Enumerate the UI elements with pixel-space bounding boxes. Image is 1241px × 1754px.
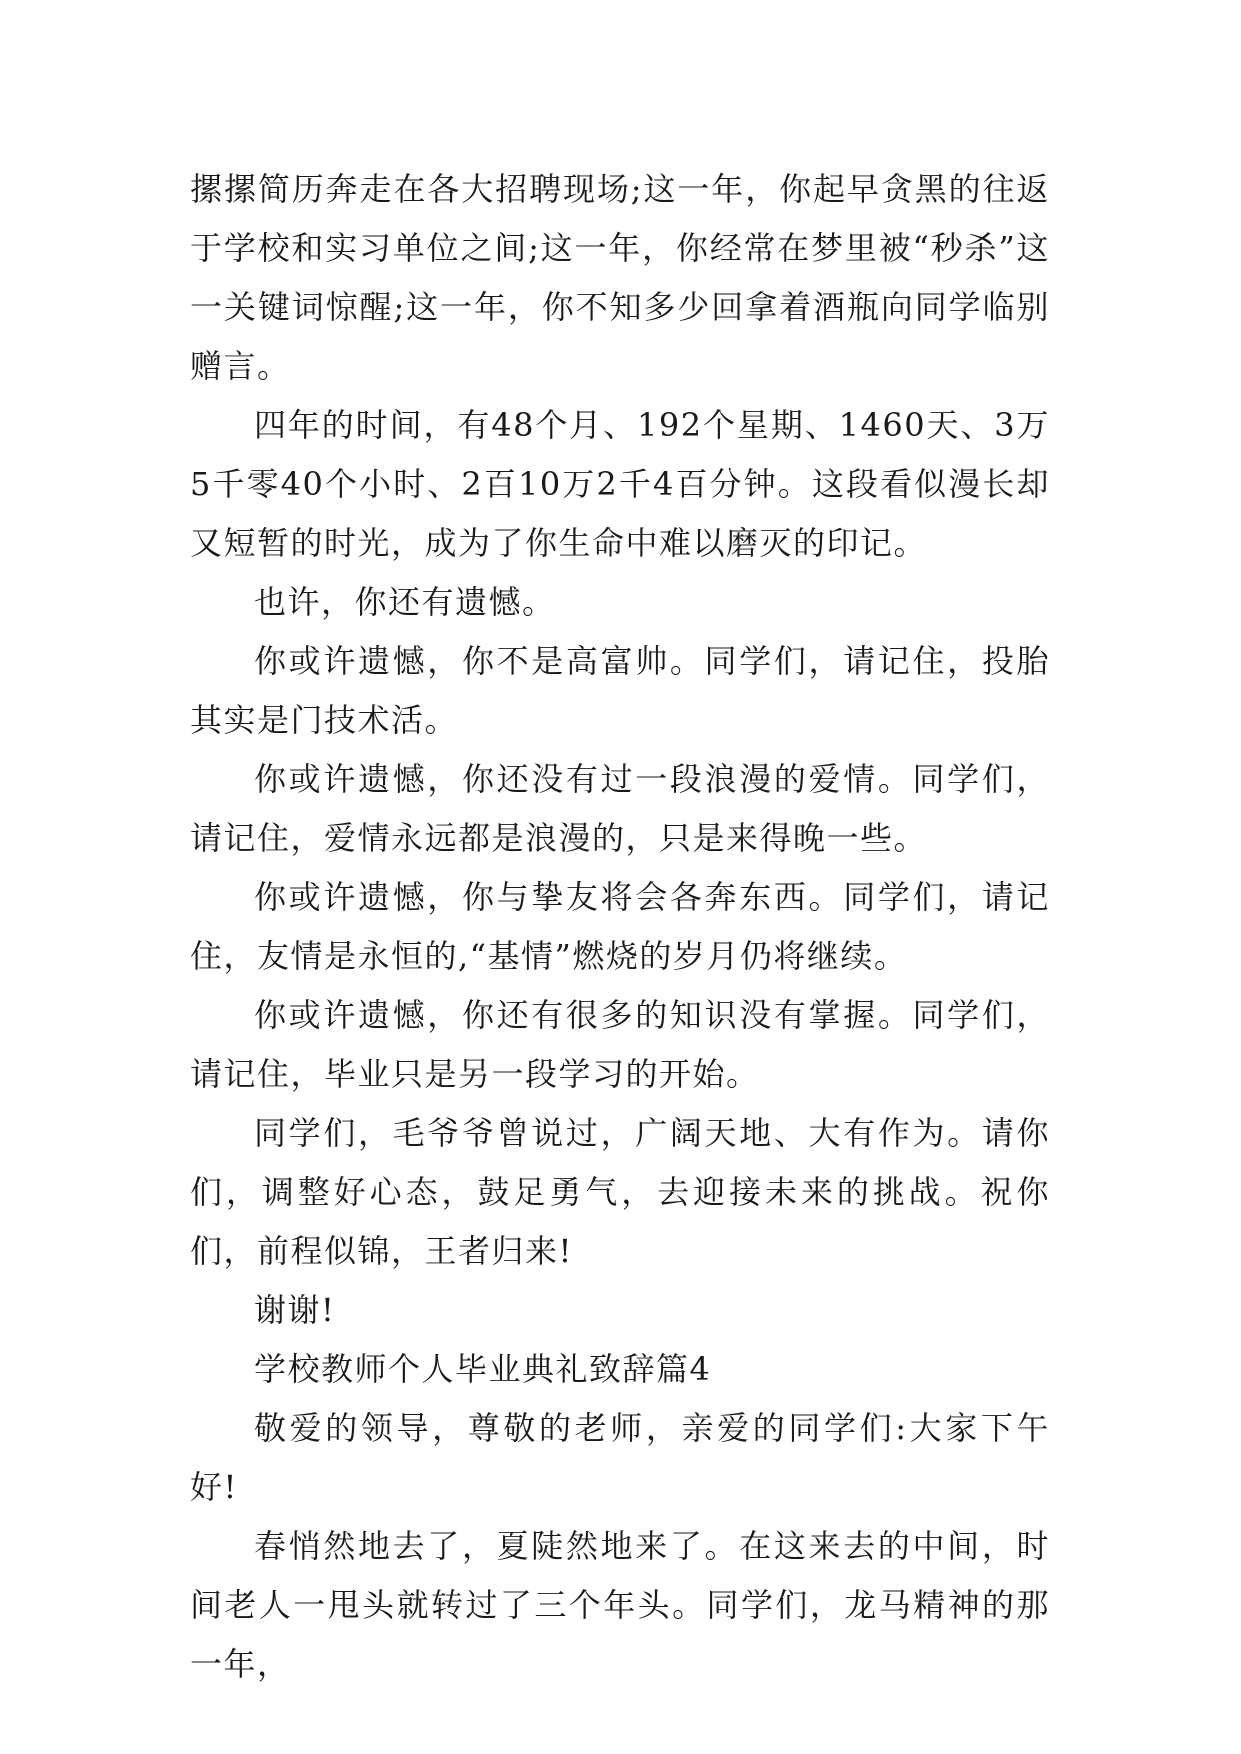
paragraph-4: 你或许遗憾，你不是高富帅。同学们，请记住，投胎其实是门技术活。: [190, 642, 1050, 739]
paragraph-7: 你或许遗憾，你还有很多的知识没有掌握。同学们，请记住，毕业只是另一段学习的开始。: [190, 996, 1050, 1093]
document-body: [190, 160, 1050, 1694]
paragraph-2: 四年的时间，有48个月、192个星期、1460天、3万5千零40个小时、2百10万2千4百分钟。这段看似漫长却又短暂的时光，成为了你生命中难以磨灭的印记。: [190, 406, 1050, 562]
paragraph-8: 同学们，毛爷爷曾说过，广阔天地、大有作为。请你们，调整好心态，鼓足勇气，去迎接未来的挑战。祝你们，前程似锦，王者归来!: [190, 1114, 1050, 1270]
paragraph-3: 也许，你还有遗憾。: [254, 583, 556, 621]
salutation: 敬爱的领导，尊敬的老师，亲爱的同学们:大家下午好!: [190, 1409, 1050, 1506]
paragraph-12: 春悄然地去了，夏陡然地来了。在这来去的中间，时间老人一甩头就转过了三个年头。同学们，龙马精神的那一年，: [190, 1527, 1050, 1683]
section-heading: 学校教师个人毕业典礼致辞篇4: [254, 1350, 712, 1388]
paragraph-1: 摞摞简历奔走在各大招聘现场;这一年，你起早贪黑的往返于学校和实习单位之间;这一年，你经常在梦里被“秒杀”这一关键词惊醒;这一年，你不知多少回拿着酒瓶向同学临别赠言。: [190, 170, 1050, 385]
paragraph-6: 你或许遗憾，你与挚友将会各奔东西。同学们，请记住，友情是永恒的,“基情”燃烧的岁月仍将继续。: [190, 878, 1050, 975]
paragraph-5: 你或许遗憾，你还没有过一段浪漫的爱情。同学们，请记住，爱情永远都是浪漫的，只是来得晚一些。: [190, 760, 1050, 857]
paragraph-9: 谢谢!: [254, 1291, 336, 1329]
